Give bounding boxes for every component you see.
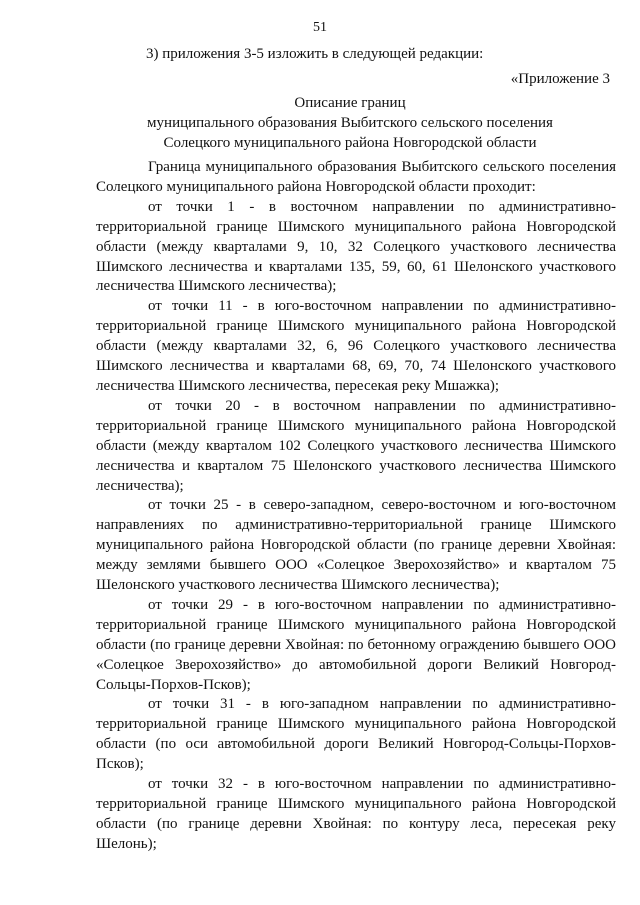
paragraph-intro: Граница муниципального образования Выбитского сельского поселения Солецкого муниципального района Новгородской области проходит: (96, 159, 616, 195)
paragraph-point-25: от точки 25 - в северо-западном, северо-восточном и юго-восточном направлениях по административно-территориальной границе Шимского муниципального района Новгородской области (по границе деревни Хвойная: между землями бывшего ООО «Солецкое Зверохозяйство» и кварталом 75 Шелонского участкового лесничества Шимского лесничества); (96, 497, 616, 594)
paragraph-point-11: от точки 11 - в юго-восточном направлении по административно-территориальной границе Шимского муниципального района Новгородской области (между кварталами 32, 6, 96 Солецкого участкового лесничества Шимского лесничества и кварталами 68, 69, 70, 74 Шелонского участкового лесничества Шимского лесничества, пересекая реку Мшажка); (96, 298, 616, 394)
document-body (96, 158, 616, 855)
page-number: 51 (313, 20, 327, 35)
title-line-2: муниципального образования Выбитского сельского поселения (147, 115, 553, 131)
paragraph-point-1: от точки 1 - в восточном направлении по административно-территориальной границе Шимского муниципального района Новгородской области (между кварталами 9, 10, 32 Солецкого участкового лесничества Шимского лесничества и кварталами 135, 59, 60, 61 Шелонского участкового лесничества Шимского лесничества); (96, 198, 616, 295)
amendment-lead-line: 3) приложения 3-5 изложить в следующей редакции: (146, 46, 484, 62)
title-line-1: Описание границ (294, 95, 406, 111)
title-line-3: Солецкого муниципального района Новгородской области (163, 135, 537, 151)
paragraph-point-29: от точки 29 - в юго-восточном направлении по административно-территориальной границе Шимского муниципального района Новгородской области (по границе деревни Хвойная: по бетонному ограждению бывшего ООО «Солецкое Зверохозяйство» до автомобильной дороги Великий Новгород-Сольцы-Порхов-Псков); (96, 596, 616, 693)
paragraph-point-20: от точки 20 - в восточном направлении по административно-территориальной границе Шимского муниципального района Новгородской области (между кварталом 102 Солецкого участкового лесничества Шимского лесничества и кварталом 75 Шелонского участкового лесничества Шимского лесничества); (96, 397, 616, 494)
paragraph-point-31: от точки 31 - в юго-западном направлении по административно-территориальной границе Шимского муниципального района Новгородской области (по оси автомобильной дороги Великий Новгород-Сольцы-Порхов-Псков); (96, 696, 616, 773)
appendix-label: «Приложение 3 (510, 71, 610, 87)
document-title (60, 93, 640, 153)
paragraph-point-32: от точки 32 - в юго-восточном направлении по административно-территориальной границе Шимского муниципального района Новгородской области (по границе деревни Хвойная: по контуру леса, пересекая реку Шелонь); (96, 776, 616, 852)
